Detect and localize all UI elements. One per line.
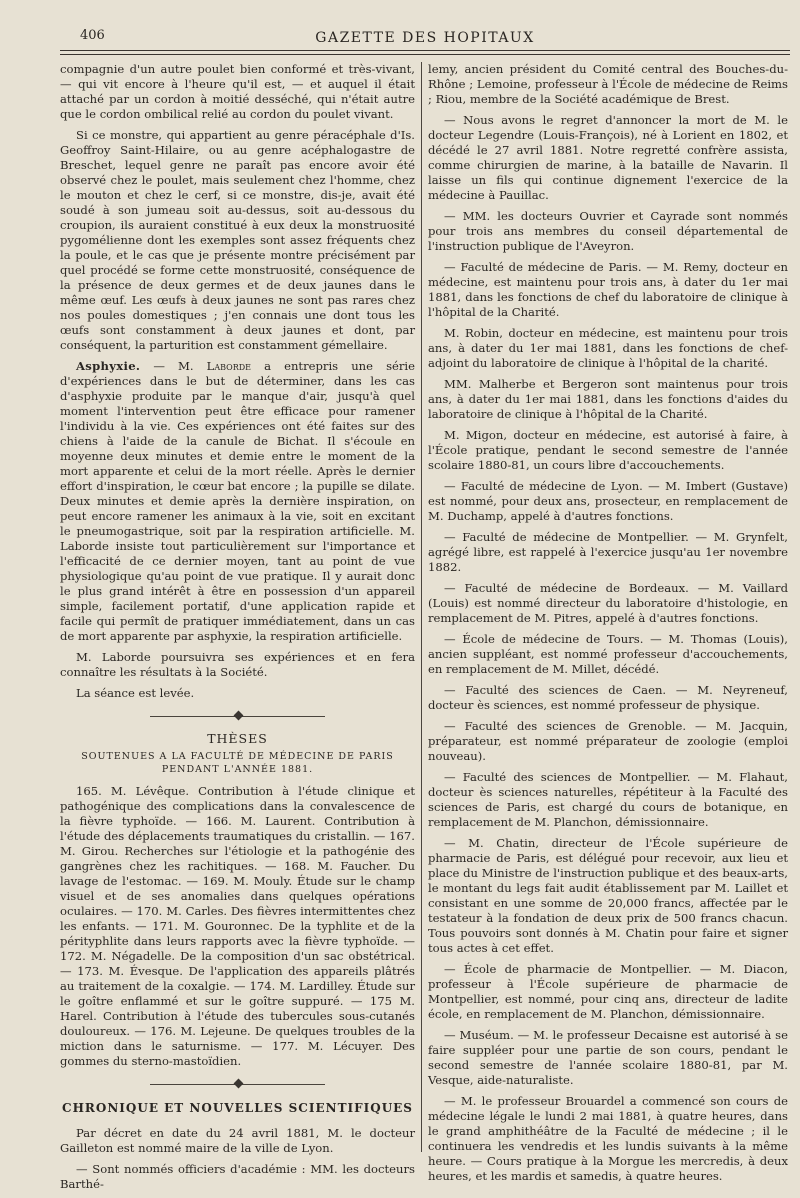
left-column [60,62,415,1198]
paragraph: — Muséum. — M. le professeur Decaisne est autorisé à se faire suppléer pour une partie de son cours, pendant le second semestre de l'année scolaire 1880-81, par M. Vesque, aide-naturaliste. [428,1028,788,1087]
paragraph: compagnie d'un autre poulet bien conformé et très-vivant, — qui vit encore à l'heure qu'il est, — et auquel il était attaché par un cordon à moitié desséché, qui n'était autre que le cordon ombilical relié au cordon du poulet vivant. [60,62,415,121]
column-divider [421,62,422,1152]
paragraph: lemy, ancien président du Comité central des Bouches-du-Rhône ; Lemoine, professeur à l'École de médecine de Reims ; Riou, membre de la Société académique de Brest. [428,62,788,106]
theses-subtitle-line1: SOUTENUES A LA FACULTÉ DE MÉDECINE DE PARIS [81,751,394,762]
asphyxie-paragraph [60,359,415,644]
theses-subtitle [60,750,415,776]
paragraph: MM. Malherbe et Bergeron sont maintenus pour trois ans, à dater du 1er mai 1881, dans les fonctions d'aides du laboratoire de clinique à l'hôpital de la Charité. [428,377,788,421]
theses-list: 165. M. Lévêque. Contribution à l'étude clinique et pathogénique des complications dans la convalescence de la fièvre typhoïde. — 166. M. Laurent. Contribution à l'étude des déplacements traumatiques du cristallin. — 167. M. Girou. Recherches sur l'étiologie et la pathogénie des gangrènes chez les rachitiques. — 168. M. Faucher. Du lavage de l'estomac. — 169. M. Mouly. Étude sur le champ visuel et de ses anomalies dans quelques opérations oculaires. — 170. M. Carles. Des fièvres intermittentes chez les enfants. — 171. M. Gouronnec. De la typhlite et de la pérityphlite dans leurs rapports avec la fièvre typhoïde. — 172. M. Négadelle. De la composition d'un sac obstétrical. — 173. M. Évesque. De l'application des appareils plâtrés au traitement de la coxalgie. — 174. M. Lardilley. Étude sur le goître enflammé et sur le goître suppuré. — 175 M. Harel. Contribution à l'étude des tubercules sous-cutanés douloureux. — 176. M. Lejeune. De quelques troubles de la miction dans le saturnisme. — 177. M. Lécuyer. Des gommes du sterno-mastoïdien. [60,784,415,1068]
paragraph: — M. le professeur Brouardel a commencé son cours de médecine légale le lundi 2 mai 1881, à quatre heures, dans le grand amphithéâtre de la Faculté de médecine ; il le continuera les vendredis et les lundis suivants à la même heure. — Cours pratique à la Morgue les mercredis, à deux heures, et les mardis et samedis, à quatre heures. [428,1094,788,1183]
section-ornament [60,1077,415,1091]
asphyxie-author: — M. Laborde [153,359,251,373]
theses-subtitle-line2: PENDANT L'ANNÉE 1881. [161,764,314,775]
paragraph: — Faculté des sciences de Grenoble. — M. Jacquin, préparateur, est nommé préparateur de zoologie (emploi nouveau). [428,719,788,763]
paragraph: M. Robin, docteur en médecine, est maintenu pour trois ans, à dater du 1er mai 1881, dans les fonctions de chef-adjoint du laboratoire de clinique à l'hôpital de la charité. [428,326,788,370]
paragraph: — Faculté des sciences de Caen. — M. Neyreneuf, docteur ès sciences, est nommé professeur de physique. [428,683,788,712]
paragraph: — Nous avons le regret d'annoncer la mort de M. le docteur Legendre (Louis-François), né à Lorient en 1802, et décédé le 27 avril 1881. Notre regretté confrère assista, comme chirurgien de marine, à la bataille de Navarin. Il laisse un fils qui continue dignement l'exercice de la médecine à Pauillac. [428,113,788,202]
paragraph: — MM. les docteurs Ouvrier et Cayrade sont nommés pour trois ans membres du conseil départemental de l'instruction publique de l'Aveyron. [428,209,788,253]
theses-title: THÈSES [207,731,268,746]
paragraph: — Faculté de médecine de Lyon. — M. Imbert (Gustave) est nommé, pour deux ans, prosecteur, en remplacement de M. Duchamp, appelé à d'autres fonctions. [428,479,788,523]
paragraph: — Faculté de médecine de Montpellier. — M. Grynfelt, agrégé libre, est rappelé à l'exercice jusqu'au 1er novembre 1882. [428,530,788,574]
paragraph: — Faculté de médecine de Bordeaux. — M. Vaillard (Louis) est nommé directeur du laboratoire d'histologie, en remplacement de M. Pitres, appelé à d'autres fonctions. [428,581,788,625]
paragraph: — M. Chatin, directeur de l'École supérieure de pharmacie de Paris, est délégué pour recevoir, aux lieu et place du Ministre de l'instruction publique et des beaux-arts, le montant du legs fait audit établissement par M. Laillet et consistant en une somme de 20,000 francs, affectée par le testateur à la fondation de deux prix de 500 francs chacun. Tous pouvoirs sont donnés à M. Chatin pour faire et signer tous actes à cet effet. [428,836,788,955]
section-ornament [60,709,415,723]
paragraph: M. Laborde poursuivra ses expériences et en fera connaître les résultats à la Société. [60,650,415,679]
paragraph: — Sont nommés officiers d'académie : MM. les docteurs Barthé- [60,1162,415,1191]
paragraph: — École de médecine de Tours. — M. Thomas (Louis), ancien suppléant, est nommé professeur d'accouchements, en remplacement de M. Millet, décédé. [428,632,788,676]
paragraph: — Faculté de médecine de Paris. — M. Remy, docteur en médecine, est maintenu pour trois ans, à dater du 1er mai 1881, dans les fonctions de chef du laboratoire de clinique à l'hôpital de la Charité. [428,260,788,319]
header-rule-thin [60,54,790,55]
header-rule [60,50,790,51]
paragraph: Si ce monstre, qui appartient au genre péracéphale d'Is. Geoffroy Saint-Hilaire, ou au genre acéphalogastre de Breschet, lequel genre ne paraît pas encore avoir été observé chez le poulet, mais seulement chez l'homme, chez le mouton et chez le cerf, si ce monstre, dis-je, avait été soudé à son jumeau soit au-dessus, soit au-dessous du croupion, ils auraient constitué à eux deux la monstruosité pygomélienne dont les exemples sont assez fréquents chez la poule, et le cas que je présente montre précisément par quel procédé se forme cette monstruosité, conséquence de la présence de deux germes et de deux jaunes dans le même œuf. Les œufs à deux jaunes ne sont pas rares chez nos poules domestiques ; j'en connais une dont tous les œufs sont constamment à deux jaunes et dont, par conséquent, la parturition est constamment gémellaire. [60,128,415,352]
right-column [428,62,788,1190]
page-header [60,26,790,52]
paragraph: M. Migon, docteur en médecine, est autorisé à faire, à l'École pratique, pendant le second semestre de l'année scolaire 1880-81, un cours libre d'accouchements. [428,428,788,472]
paragraph: — École de pharmacie de Montpellier. — M. Diacon, professeur à l'École supérieure de pharmacie de Montpellier, est nommé, pour cinq ans, directeur de ladite école, en remplacement de M. Planchon, démissionnaire. [428,962,788,1021]
paragraph: Par décret en date du 24 avril 1881, M. le docteur Gailleton est nommé maire de la ville de Lyon. [60,1126,415,1155]
asphyxie-text: a entrepris une série d'expériences dans le but de déterminer, dans les cas d'asphyxie produite par le manque d'air, jusqu'à quel moment l'intervention peut être efficace pour ramener l'individu à la vie. Ces expériences ont été faites sur des chiens à l'aide de la canule de Bichat. Il s'écoule en moyenne deux minutes et demie entre le moment de la mort apparente et celui de la mort réelle. Après le dernier effort d'inspiration, le cœur bat encore ; la pupille se dilate. Deux minutes et demie après la dernière inspiration, on peut encore ramener les animaux à la vie, soit en excitant le pneumogastrique, soit par la respiration artificielle. M. Laborde insiste tout particulièrement sur l'importance et l'efficacité de ce dernier moyen, tant au point de vue physiologique qu'au point de vue pratique. Il y aurait donc le plus grand intérêt à être en possession d'un appareil simple, facilement portatif, d'une application rapide et facile qui permît de pratiquer immédiatement, dans un cas de mort apparente par asphyxie, la respiration artificielle. [60,359,415,643]
asphyxie-heading: Asphyxie. [76,359,141,373]
paragraph: — Faculté des sciences de Montpellier. — M. Flahaut, docteur ès sciences naturelles, répétiteur à la Faculté des sciences de Paris, est chargé du cours de botanique, en remplacement de M. Planchon, démissionnaire. [428,770,788,829]
journal-title: GAZETTE DES HOPITAUX [315,30,535,46]
chronique-title: CHRONIQUE ET NOUVELLES SCIENTIFIQUES [62,1101,413,1115]
paragraph: La séance est levée. [76,686,195,700]
page-number: 406 [80,28,105,43]
